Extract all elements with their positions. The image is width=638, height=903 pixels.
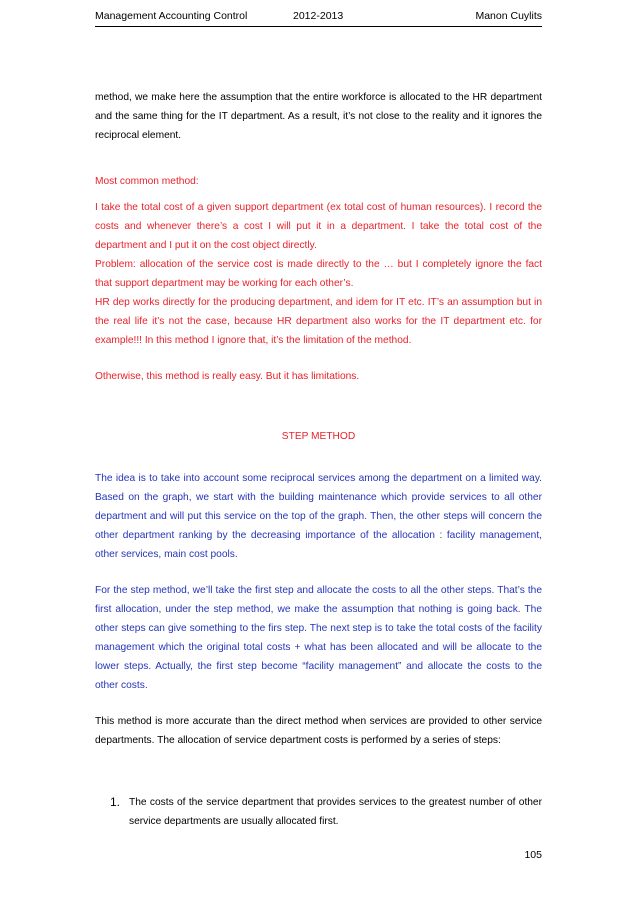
list-item: [110, 793, 542, 831]
step-method-heading: STEP METHOD: [281, 431, 356, 442]
header-academic-year: 2012-2013: [293, 10, 344, 22]
page-number: 105: [524, 849, 542, 861]
most-common-paragraph-3: HR dep works directly for the producing department, and idem for IT etc. IT’s an assumption but in the real life it’s not the case, because HR department also works for the IT department etc. for example!!! In this method I ignore that, it’s the limitation of the method.: [95, 297, 542, 346]
list-item-text: The costs of the service department that provides services to the greatest number of other service departments are usually allocated first.: [129, 797, 542, 827]
most-common-paragraph-4: Otherwise, this method is really easy. But it has limitations.: [95, 371, 360, 382]
list-item-number: 1.: [110, 795, 121, 809]
most-common-paragraph-2: Problem: allocation of the service cost is made directly to the … but I completely ignore the fact that support department may be working for each other’s.: [95, 259, 542, 289]
most-common-paragraph-1: I take the total cost of a given support department (ex total cost of human resources). I record the costs and whenever there’s a cost I will put it in a department. I take the total cost of the department and I put it on the cost object directly.: [95, 202, 542, 251]
intro-paragraph: method, we make here the assumption that the entire workforce is allocated to the HR department and the same thing for the IT department. As a result, it’s not close to the reality and it ignores the reciprocal element.: [95, 92, 542, 141]
header-author: Manon Cuylits: [475, 10, 542, 22]
most-common-heading: Most common method:: [95, 176, 199, 187]
step-method-paragraph-2: For the step method, we’ll take the first step and allocate the costs to all the other steps. That’s the first allocation, under the step method, we make the assumption that nothing is going back. The other steps can give something to the firs step. The next step is to take the total costs of the facility management which the original total costs + what has been allocated and will be allocate to the lower steps. Actually, the first step become “facility management” and allocate the costs to the other costs.: [95, 585, 542, 691]
step-method-paragraph-1: The idea is to take into account some reciprocal services among the department on a limited way. Based on the graph, we start with the building maintenance which provide services to all other department and will put this service on the top of the graph. Then, the other steps will concern the other department ranking by the decreasing importance of the allocation : facility management, other services, main cost pools.: [95, 473, 542, 560]
accuracy-paragraph: This method is more accurate than the direct method when services are provided to other service departments. The allocation of service department costs is performed by a series of steps:: [95, 716, 542, 746]
header-rule: [95, 26, 542, 27]
header-course-title: Management Accounting Control: [95, 10, 248, 22]
